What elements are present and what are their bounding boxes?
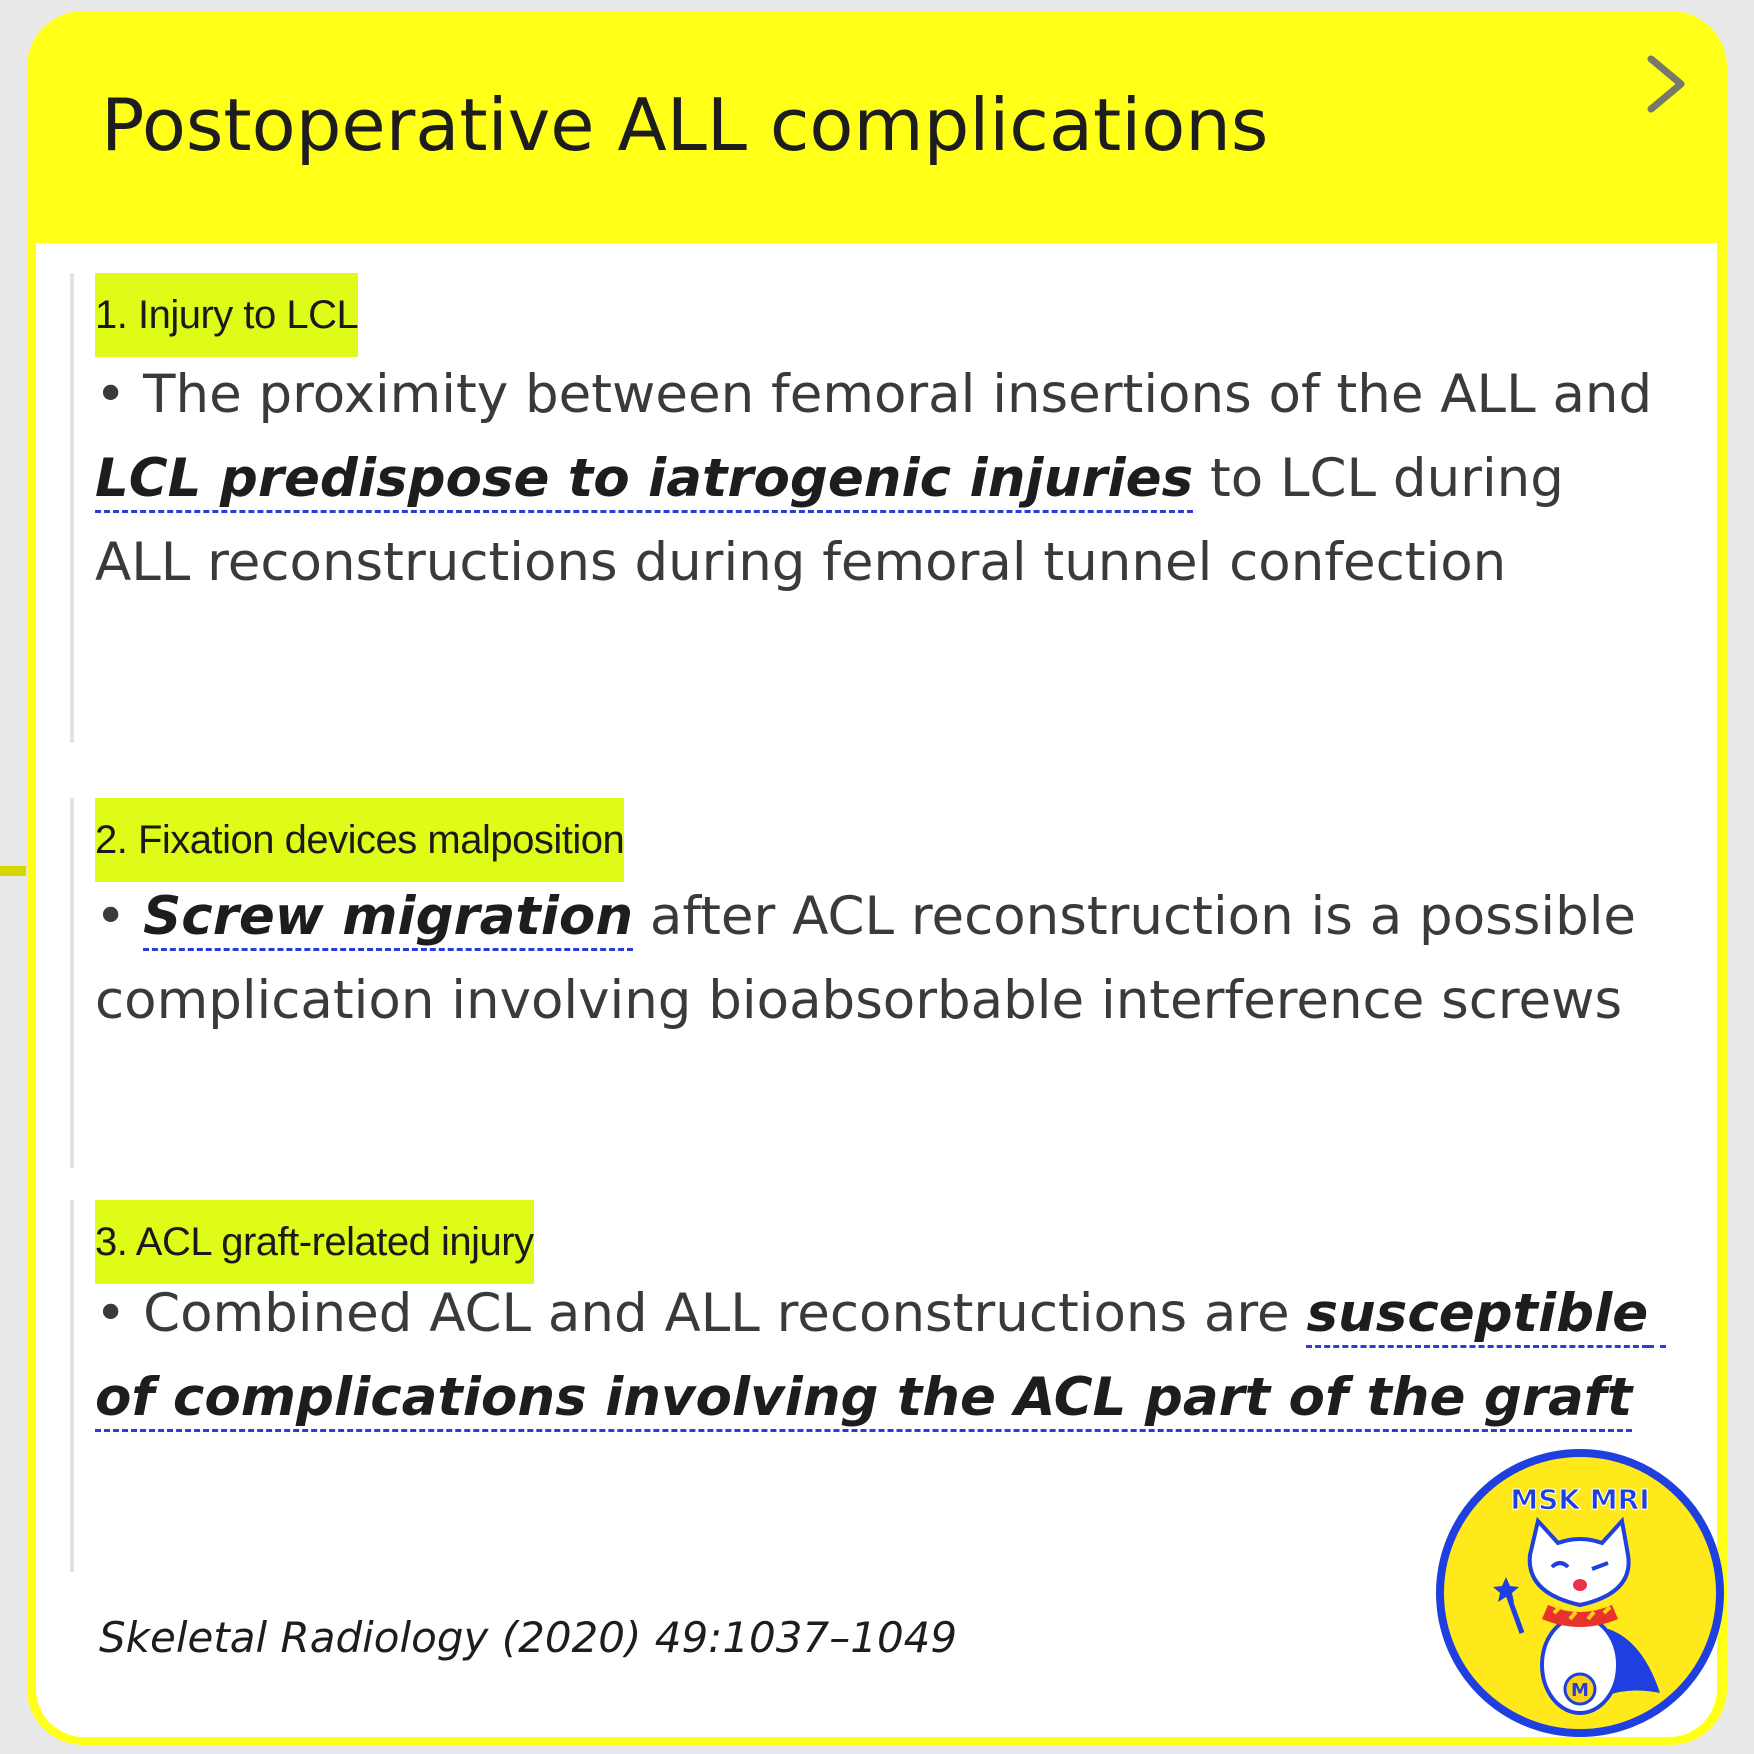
card-title: Postoperative ALL complications <box>101 83 1269 167</box>
body-text: after ACL reconstruction is a possible complication involving bioabsorbable interference screws <box>95 886 1653 1031</box>
citation: Skeletal Radiology (2020) 49:1037–1049 <box>99 1613 958 1662</box>
section-fixation-devices <box>70 798 1674 1168</box>
body-text: • The proximity between femoral insertions of the ALL and <box>95 364 1670 425</box>
chevron-right-icon[interactable] <box>1637 39 1697 129</box>
section-heading: 3. ACL graft-related injury <box>95 1200 534 1284</box>
section-body <box>95 353 1675 605</box>
emphasized-text: LCL predispose to iatrogenic injuries <box>95 448 1194 509</box>
body-text: • <box>95 886 144 947</box>
side-edge-marker <box>0 866 26 876</box>
body-text: • Combined ACL and ALL reconstructions are <box>95 1283 1307 1344</box>
logo-text: MSK MRI <box>1510 1483 1650 1516</box>
logo-badge-letter: M <box>1571 1680 1589 1701</box>
section-heading: 1. Injury to LCL <box>95 273 358 357</box>
section-body <box>95 1272 1675 1440</box>
card-header <box>27 11 1727 241</box>
section-body <box>95 875 1675 1043</box>
emphasized-text: susceptible of complications involving the ACL part of the graft <box>95 1283 1667 1428</box>
body-text: to LCL during ALL reconstructions during femoral tunnel confection <box>95 448 1581 593</box>
emphasized-text: Screw migration <box>143 886 634 947</box>
section-heading: 2. Fixation devices malposition <box>95 798 624 882</box>
cat-mascot-logo <box>1430 1443 1730 1743</box>
section-injury-to-lcl <box>70 273 1674 743</box>
